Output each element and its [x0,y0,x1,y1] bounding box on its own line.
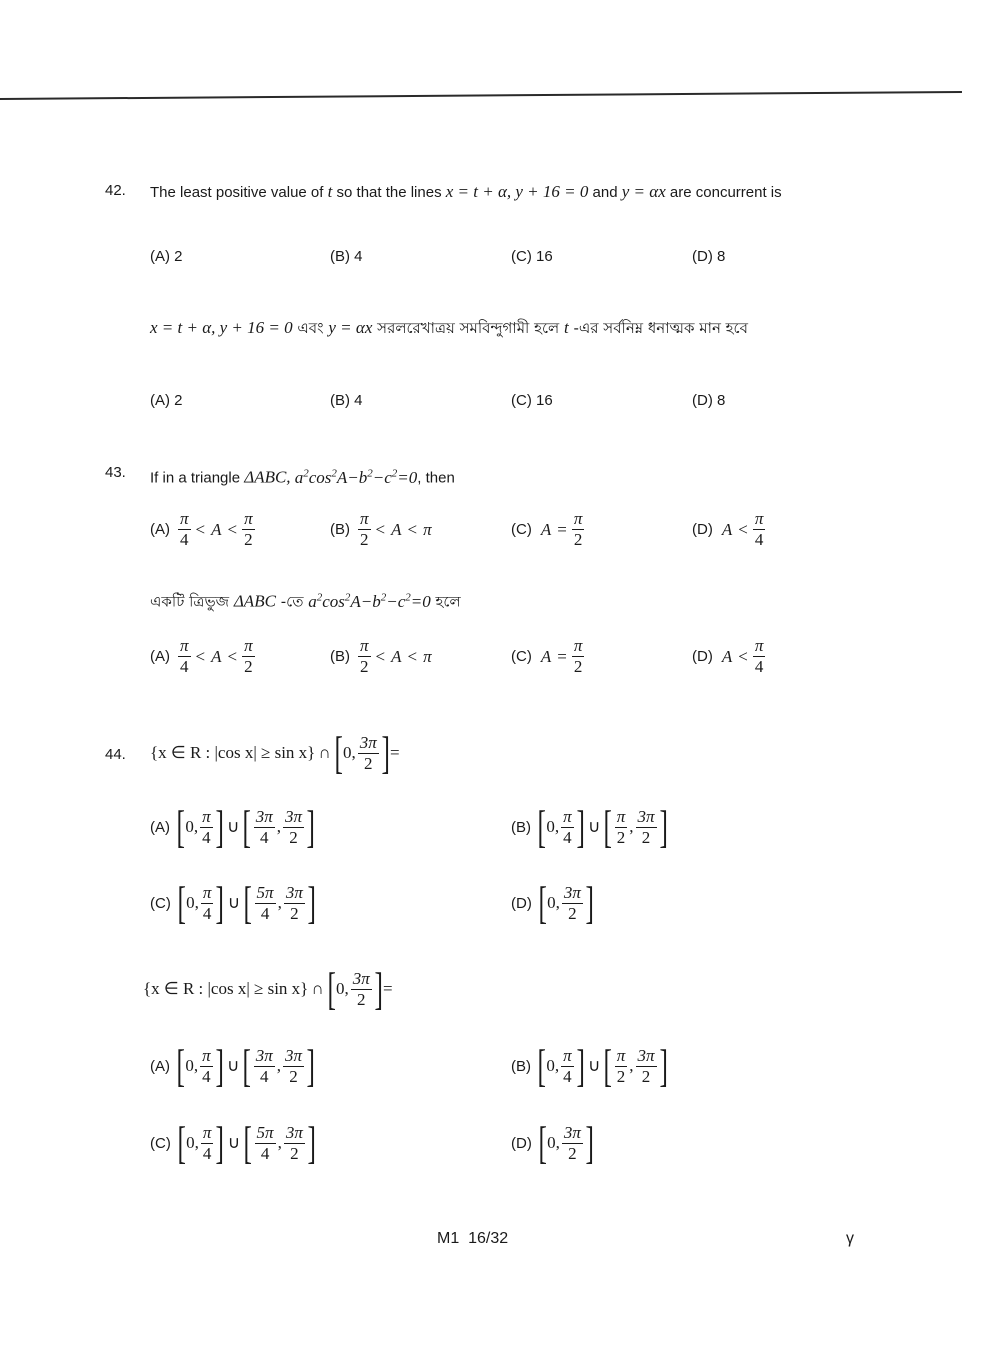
q42-bn-option-b[interactable] [330,392,363,409]
option-label: (D) [692,248,713,265]
option-value: 8 [717,248,726,265]
q42-bn-eq2: y = αx [328,318,373,337]
interval: [ $\frac{\pi}{2}$ , $\frac{3\pi}{2}$ ] [603,1040,668,1091]
interval: [ 0, $\frac{\pi}{4}$ ] [176,801,224,852]
q43-en-option-c[interactable]: (C) A = $\frac{\pi}{2}$ [511,509,583,549]
question-44-number: 44. [105,746,126,763]
q42-en-option-d[interactable] [692,248,725,265]
interval: [ 0, $\frac{3\pi}{2}$ ] [334,727,390,778]
q43-bn-option-d[interactable]: (D) A < $\frac{\pi}{4}$ [692,636,764,676]
top-rule [0,91,962,100]
fraction: $\frac{\pi}{4}$ [180,636,189,676]
q42-en-option-c[interactable] [511,248,553,265]
option-label: (C) [511,648,532,665]
interval: [ 0, $\frac{\pi}{4}$ ] [177,877,225,928]
set-expression: {x ∈ R : |cos x| ≥ sin x} [143,979,309,998]
interval: [ $\frac{3\pi}{4}$ , $\frac{3\pi}{2}$ ] [242,801,315,852]
option-label: (D) [511,894,532,912]
q42-bn-and: এবং [292,319,329,337]
interval: [ 0, $\frac{\pi}{4}$ ] [176,1040,224,1091]
q42-bn-text-post: -এর সর্বনিম্ন ধনাত্মক মান হবে [568,319,748,337]
q44-bn-stem: {x ∈ R : |cos x| ≥ sin x} ∩ [ 0, $\frac{3\pi}{2}$ ] = [143,963,393,1014]
option-label: (B) [511,818,531,836]
q44-en-option-c[interactable]: (C) [ 0, $\frac{\pi}{4}$ ] ∪ [ $\frac{5\pi}{4}$ , $\frac{3\pi}{2}$ ] [150,877,316,928]
fraction: $\frac{\pi}{2}$ [360,509,369,549]
q42-bn-text-mid: সরলরেখাত্রয় সমবিন্দুগামী হলে [372,319,564,337]
option-value: 8 [717,392,726,409]
question-42-number: 42. [105,182,126,199]
fraction: $\frac{\pi}{2}$ [360,636,369,676]
q43-en-option-b[interactable]: (B) $\frac{\pi}{2}$ < A < π [330,509,432,549]
option-value: 2 [174,392,183,409]
q43-text-post: , then [417,469,455,487]
interval: [ 0, $\frac{\pi}{4}$ ] [537,1040,585,1091]
fraction: $\frac{\pi}{2}$ [244,636,253,676]
interval: [ $\frac{\pi}{2}$ , $\frac{3\pi}{2}$ ] [603,801,668,852]
q42-text-post: are concurrent is [665,184,782,201]
option-label: (A) [150,648,170,665]
q43-equation: $a^2\cos^2A-b^2-c^2=0$ [294,467,418,487]
fraction: $\frac{\pi}{2}$ [573,636,583,676]
q43-bn-triangle: ΔABC [233,591,276,611]
option-value: 4 [354,392,363,409]
interval: [ 0, $\frac{\pi}{4}$ ] [177,1117,225,1168]
question-43-number: 43. [105,464,126,481]
q42-eq2: y = αx [621,182,666,201]
q44-en-option-a[interactable]: (A) [ 0, $\frac{\pi}{4}$ ] ∪ [ $\frac{3\pi}{4}$ , $\frac{3\pi}{2}$ ] [150,801,315,852]
q44-stem: {x ∈ R : |cos x| ≥ sin x} ∩ [ 0, $\frac{3\pi}{2}$ ] = [150,727,400,778]
option-label: (A) [150,521,170,538]
option-value: 4 [354,248,363,265]
q42-eq1: x = t + α, y + 16 = 0 [445,182,589,201]
option-label: (A) [150,248,170,265]
q42-bn-option-d[interactable] [692,392,725,409]
fraction: $\frac{\pi}{2}$ [573,509,583,549]
set-expression: {x ∈ R : |cos x| ≥ sin x} [150,743,316,762]
q42-and: and [588,184,622,201]
q44-bn-option-b[interactable]: (B) [ 0, $\frac{\pi}{4}$ ] ∪ [ $\frac{\pi}{2}$ , $\frac{3\pi}{2}$ ] [511,1040,668,1091]
option-label: (B) [330,521,350,538]
option-label: (D) [692,521,713,538]
q43-bn-text-post: হলে [430,592,461,611]
q42-text-mid: so that the lines [332,184,446,201]
q43-bn-equation: $a^2\cos^2A-b^2-c^2=0$ [308,591,431,611]
q43-bn-text-pre: একটি ত্রিভুজ [150,592,234,611]
option-label: (B) [511,1057,531,1075]
option-label: (C) [511,248,532,265]
q44-en-option-b[interactable]: (B) [ 0, $\frac{\pi}{4}$ ] ∪ [ $\frac{\pi}{2}$ , $\frac{3\pi}{2}$ ] [511,801,668,852]
q44-bn-option-c[interactable]: (C) [ 0, $\frac{\pi}{4}$ ] ∪ [ $\frac{5\pi}{4}$ , $\frac{3\pi}{2}$ ] [150,1117,316,1168]
fraction: $\frac{\pi}{2}$ [244,509,253,549]
q43-en-option-d[interactable]: (D) A < $\frac{\pi}{4}$ [692,509,764,549]
fraction: $\frac{\pi}{4}$ [754,509,764,549]
option-label: (D) [692,392,713,409]
option-label: (C) [150,894,171,912]
question-42-english-text [150,179,862,206]
interval: [ $\frac{5\pi}{4}$ , $\frac{3\pi}{2}$ ] [243,1117,316,1168]
intersection-symbol: ∩ [318,743,331,762]
q43-bn-option-a[interactable]: (A) $\frac{\pi}{4}$ < A < $\frac{\pi}{2}$ [150,636,253,676]
option-value: 2 [174,248,183,265]
interval: [ 0, $\frac{3\pi}{2}$ ] [538,1117,594,1168]
option-label: (A) [150,818,170,836]
q44-bn-option-a[interactable]: (A) [ 0, $\frac{\pi}{4}$ ] ∪ [ $\frac{3\pi}{4}$ , $\frac{3\pi}{2}$ ] [150,1040,315,1091]
q42-bn-eq1: x = t + α, y + 16 = 0 [150,318,293,337]
q44-bn-option-d[interactable] [511,1117,594,1168]
footer-mark: γ [846,1230,854,1247]
q43-text-pre: If in a triangle [150,469,245,487]
option-value: 16 [536,392,553,409]
option-label: (C) [150,1134,171,1152]
q42-en-option-b[interactable] [330,248,363,265]
option-label: (C) [511,521,532,538]
footer-code-page [437,1230,508,1248]
q42-text-pre: The least positive value of [150,184,328,201]
option-label: (B) [330,248,350,265]
option-label: (D) [692,648,713,665]
option-label: (D) [511,1134,532,1152]
option-label: (B) [330,648,350,665]
option-value: 16 [536,248,553,265]
page-number: 16/32 [468,1230,509,1247]
q42-bn-var-t: t [563,318,569,337]
q42-bn-option-a[interactable] [150,392,183,409]
q44-en-option-d[interactable] [511,877,594,928]
q43-en-option-a[interactable]: (A) $\frac{\pi}{4}$ < A < $\frac{\pi}{2}$ [150,509,253,549]
q42-en-option-a[interactable] [150,248,183,265]
q43-bn-option-b[interactable]: (B) $\frac{\pi}{2}$ < A < π [330,636,432,676]
interval: [ 0, $\frac{\pi}{4}$ ] [537,801,585,852]
q42-var-t: t [327,182,333,201]
question-43-bengali-text [150,584,862,616]
interval: [ 0, $\frac{3\pi}{2}$ ] [538,877,594,928]
question-43-english-text [150,460,862,492]
option-label: (A) [150,392,170,409]
q43-bn-option-c[interactable]: (C) A = $\frac{\pi}{2}$ [511,636,583,676]
interval: [ $\frac{5\pi}{4}$ , $\frac{3\pi}{2}$ ] [243,877,316,928]
interval: [ $\frac{3\pi}{4}$ , $\frac{3\pi}{2}$ ] [242,1040,315,1091]
option-label: (B) [330,392,350,409]
q43-bn-text-mid: -তে [275,592,309,611]
paper-code: M1 [437,1230,460,1247]
q43-triangle: ΔABC, [244,467,291,487]
q42-bn-option-c[interactable] [511,392,553,409]
interval: [ 0, $\frac{3\pi}{2}$ ] [327,963,383,1014]
intersection-symbol: ∩ [311,979,324,998]
fraction: $\frac{\pi}{4}$ [754,636,764,676]
option-label: (A) [150,1057,170,1075]
fraction: $\frac{\pi}{4}$ [180,509,189,549]
question-42-bengali-text [150,315,862,342]
option-label: (C) [511,392,532,409]
